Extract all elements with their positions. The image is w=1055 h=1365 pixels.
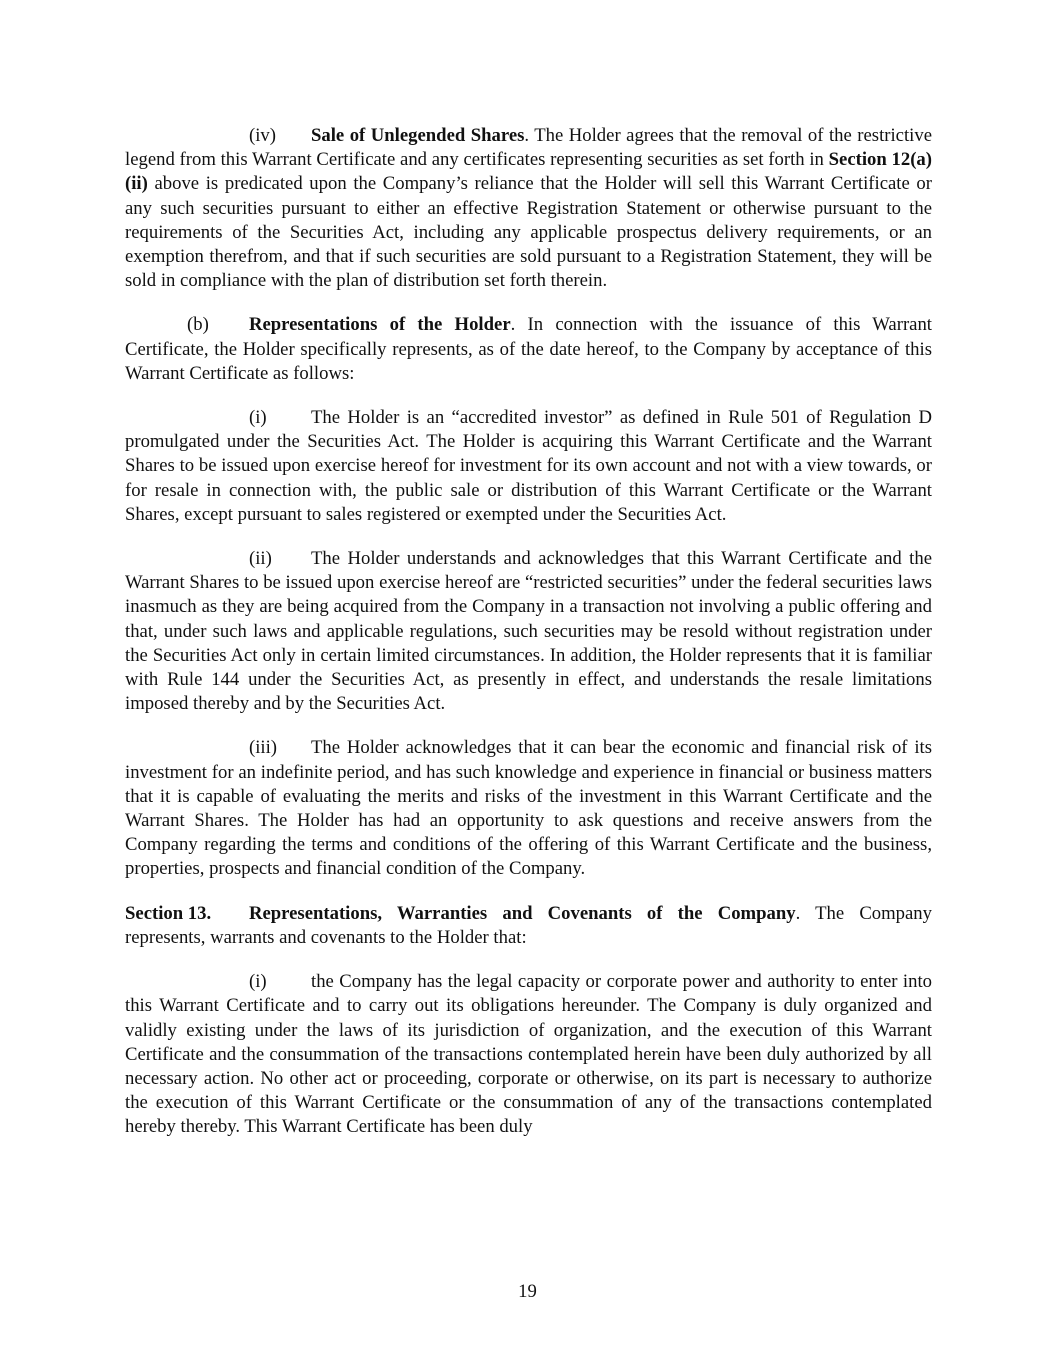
paragraph-number: (i)	[249, 407, 267, 429]
paragraph-number: (iv)	[249, 125, 276, 146]
paragraph-text: . The Company represents, warrants and covenants to the Holder that:	[125, 902, 932, 948]
paragraph-text: . In connection with the issuance of this Warrant Certificate, the Holder specifically represents, as of the date hereof, to the Company by acceptance of this Warrant Certificate as follows:	[125, 314, 933, 384]
paragraph-text: The Holder understands and acknowledges that this Warrant Certificate and the Warrant Shares to be issued upon exercise hereof are “restricted securities” under the federal securities laws inasmuch as they are being acquired from the Company in a transaction not involving a public offering and that, under such laws and applicable regulations, such securities may be resold without registration under the Securities Act only in certain limited circumstances. In addition, the Holder represents that it is familiar with Rule 144 under the Securities Act, as presently in effect, and understands the resale limitations imposed thereby and by the Securities Act.	[125, 548, 932, 715]
paragraph-b-iii	[125, 736, 932, 881]
document-page	[125, 124, 932, 1140]
paragraph-number: (iii)	[249, 737, 278, 759]
paragraph-title: Representations of the Holder	[249, 314, 511, 336]
paragraph-text: The Holder is an “accredited investor” as defined in Rule 501 of Regulation D promulgated under the Securities Act. The Holder is acquiring this Warrant Certificate and the Warrant Shares to be issued upon exercise hereof for investment for its own account and not with a view towards, or for resale in connection with, the public sale or distribution of this Warrant Certificate or the Warrant Shares, except pursuant to sales registered or exempted under the Securities Act.	[125, 407, 932, 525]
paragraph-text: . The Holder agrees that the removal of the restrictive legend from this Warrant Certificate and any certificates representing securities as set forth in	[125, 125, 932, 171]
paragraph-title: Sale of Unlegended Shares	[311, 125, 525, 146]
section-number: Section 13.	[125, 902, 212, 924]
page-number: 19	[518, 1281, 537, 1302]
paragraph-iv-sale-of-unlegended-shares	[125, 124, 932, 293]
paragraph-text: above is predicated upon the Company’s reliance that the Holder will sell this Warrant Certificate or any such securities pursuant to either an effective Registration Statement or otherwise pursuant to the requirements of the Securities Act, including any applicable prospectus delivery requirements, or an exemption therefrom, and that if such securities are sold pursuant to a Registration Statement, they will be sold in compliance with the plan of distribution set forth therein.	[125, 173, 932, 292]
section-13-heading-paragraph	[125, 902, 932, 950]
paragraph-13-i	[125, 970, 932, 1139]
paragraph-b-ii	[125, 547, 932, 716]
section-title: Representations, Warranties and Covenants of the Company	[249, 902, 796, 924]
paragraph-b-i	[125, 406, 932, 527]
paragraph-number: (i)	[249, 971, 267, 993]
paragraph-number: (b)	[187, 314, 209, 336]
paragraph-text: The Holder acknowledges that it can bear the economic and financial risk of its investment for an indefinite period, and has such knowledge and experience in financial or business matters that it is capable of evaluating the merits and risks of the investment in this Warrant Certificate and the Warrant Shares. The Holder has had an opportunity to ask questions and receive answers from the Company regarding the terms and conditions of the offering of this Warrant Certificate and the business, properties, prospects and financial condition of the Company.	[125, 737, 932, 880]
paragraph-number: (ii)	[249, 548, 272, 570]
section-reference: Section 12(a)(ii)	[125, 149, 932, 195]
paragraph-text: the Company has the legal capacity or corporate power and authority to enter into this Warrant Certificate and to carry out its obligations hereunder. The Company is duly organized and validly existing under the laws of its jurisdiction of organization, and the execution of this Warrant Certificate and the consummation of the transactions contemplated herein have been duly authorized by all necessary action. No other act or proceeding, corporate or otherwise, on its part is necessary to authorize the execution of this Warrant Certificate or the consummation of any of the transactions contemplated hereby thereby. This Warrant Certificate has been duly	[125, 971, 932, 1138]
paragraph-b-representations-of-holder	[125, 313, 932, 386]
